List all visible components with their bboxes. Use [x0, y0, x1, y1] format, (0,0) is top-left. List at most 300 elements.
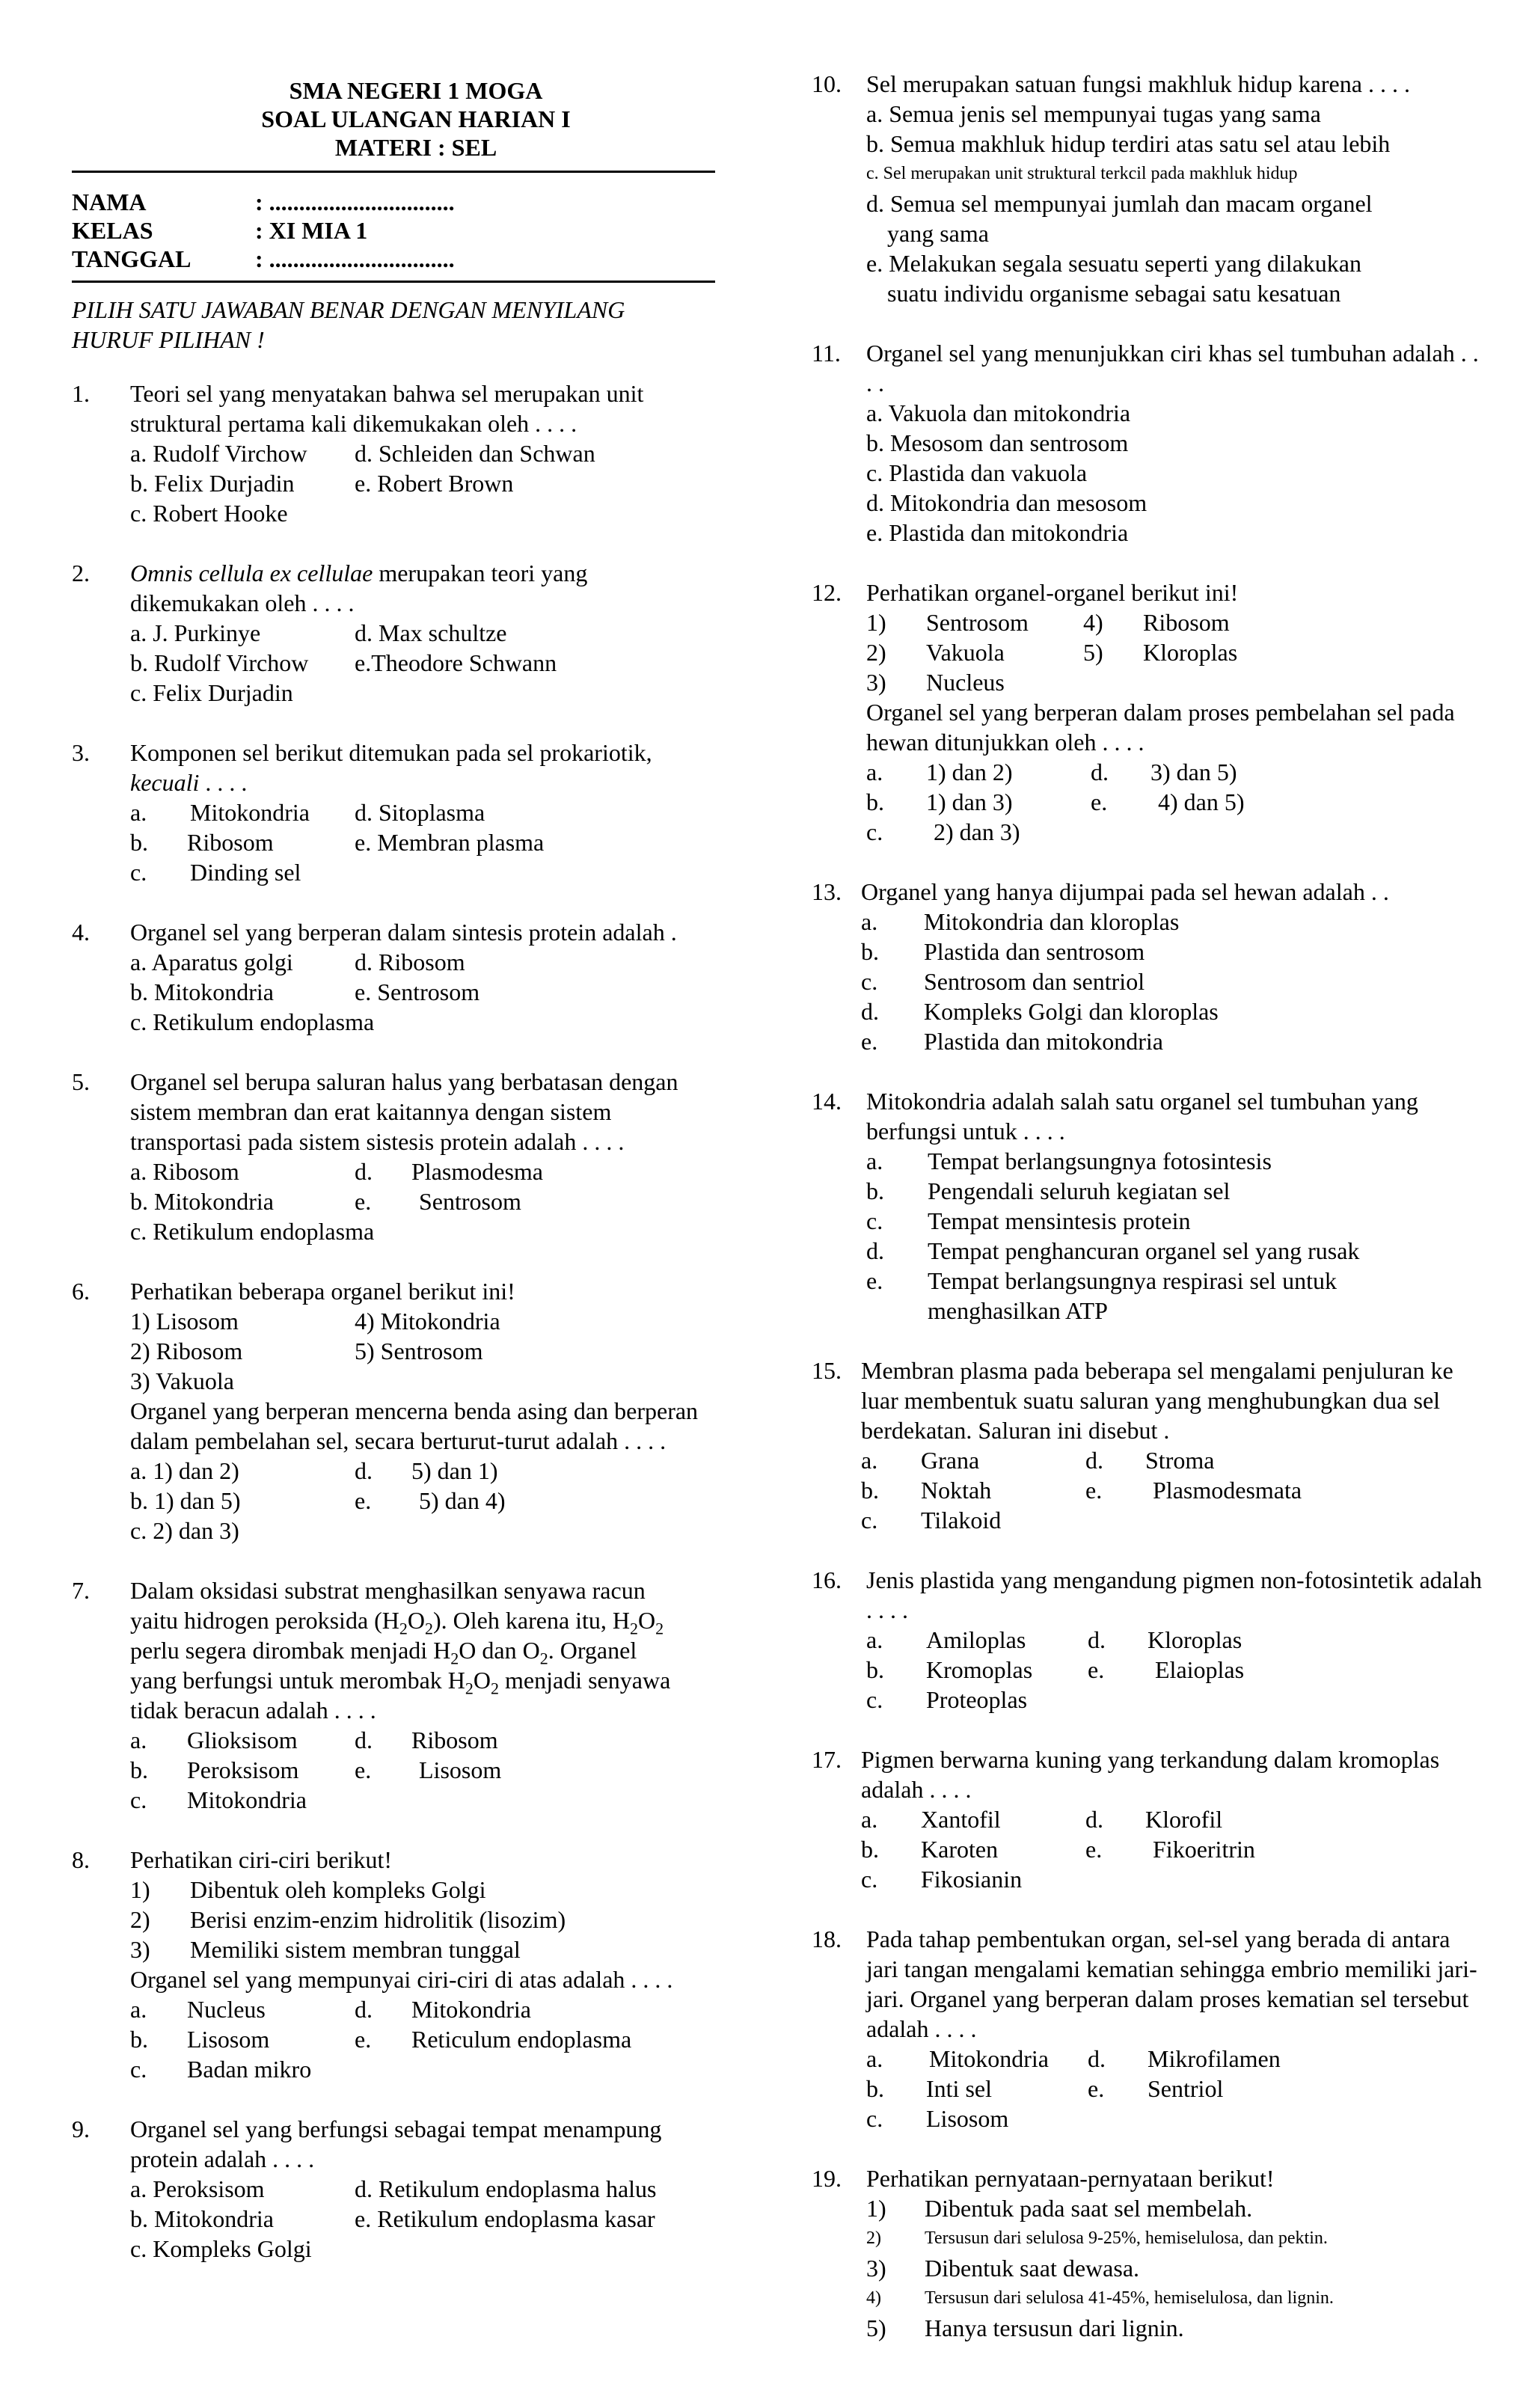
option-letter: d.: [355, 1996, 373, 2023]
option-text: 5) dan 1): [411, 1457, 498, 1484]
option-text: 5) dan 4): [419, 1487, 506, 1514]
statement-number: 1): [130, 1876, 150, 1903]
option-letter: c.: [130, 859, 147, 886]
option-letter: d.: [355, 1727, 373, 1753]
identity-label: KELAS: [72, 217, 153, 244]
option-letter: d.: [1088, 1626, 1106, 1653]
option-text: Amiloplas: [926, 1626, 1026, 1653]
option-text: Lisosom: [187, 2026, 270, 2053]
document-header: [72, 76, 715, 162]
option-letter: a.: [130, 1727, 147, 1753]
options: [130, 797, 715, 887]
option-a[interactable]: Mitokondria dan kloroplas: [924, 908, 1180, 935]
options: [130, 1994, 715, 2084]
statement-number: 2): [866, 2228, 881, 2248]
option-b[interactable]: b. Mitokondria: [130, 2205, 274, 2232]
option-d[interactable]: [355, 1456, 715, 1486]
question-number: 8.: [72, 1846, 90, 1873]
question-number: 17.: [812, 1746, 842, 1773]
option-text: Grana: [921, 1447, 980, 1474]
option-text: Noktah: [921, 1477, 992, 1504]
option-letter: a.: [861, 908, 878, 935]
option-b[interactable]: [130, 2024, 355, 2054]
option-letter: e.: [1088, 1656, 1105, 1683]
option-b[interactable]: [866, 2074, 1088, 2104]
options: [130, 438, 715, 528]
option-d[interactable]: d. Semua sel mempunyai jumlah dan macam organel: [866, 190, 1373, 217]
option-c[interactable]: c. Felix Durjadin: [130, 679, 293, 706]
statement-item: Vakuola: [926, 639, 1005, 666]
question-3: [72, 738, 715, 887]
option-b[interactable]: b. Mesosom dan sentrosom: [866, 429, 1129, 456]
question-text: Pigmen berwarna kuning yang terkandung dalam kromoplas adalah . . . .: [861, 1746, 1440, 1803]
question-text-2: Organel yang berperan mencerna benda asing dan berperan dalam pembelahan sel, secara berturut-turut adalah . . . .: [130, 1397, 699, 1454]
question-text: Pada tahap pembentukan organ, sel-sel yang berada di antara jari tangan mengalami kematian sehingga embrio memiliki jari-jari. Organel yang berperan dalam proses kematian sel tersebut adalah . . . .: [866, 1926, 1477, 2042]
question-4: [72, 917, 715, 1037]
option-d[interactable]: d. Retikulum endoplasma halus: [355, 2175, 657, 2202]
option-text: Kloroplas: [1148, 1626, 1243, 1653]
option-letter: a.: [130, 799, 147, 826]
question-text: Jenis plastida yang mengandung pigmen non-fotosintetik adalah . . . .: [866, 1566, 1482, 1623]
option-c[interactable]: [130, 857, 355, 887]
option-letter: e.: [866, 1267, 883, 1294]
option-c[interactable]: c. Robert Hooke: [130, 500, 288, 527]
question-8: [72, 1845, 715, 2084]
option-letter: c.: [861, 1507, 878, 1534]
question-number: 15.: [812, 1357, 842, 1384]
question-text-line: [130, 768, 715, 797]
option-b[interactable]: b. Semua makhluk hidup terdiri atas satu sel atau lebih: [866, 130, 1391, 157]
statement-number: 5): [866, 2314, 886, 2341]
option-a[interactable]: a. Peroksisom: [130, 2175, 265, 2202]
question-number: 3.: [72, 739, 90, 766]
option-letter: c.: [866, 1686, 883, 1713]
options: [866, 1625, 1485, 1715]
option-text: Tilakoid: [921, 1507, 1002, 1534]
option-letter: c.: [866, 818, 883, 845]
question-15: [812, 1355, 1485, 1535]
option-text: Lisosom: [926, 2105, 1009, 2132]
option-b[interactable]: b. 1) dan 5): [130, 1487, 241, 1514]
option-a[interactable]: a. J. Purkinye: [130, 619, 261, 646]
option-b[interactable]: Plastida dan sentrosom: [924, 938, 1145, 965]
question-text-italic: kecuali: [130, 769, 200, 796]
question-text: Dalam oksidasi substrat menghasilkan senyawa racun: [130, 1577, 646, 1604]
option-e[interactable]: e. Retikulum endoplasma kasar: [355, 2205, 655, 2232]
right-column: [812, 0, 1485, 2343]
option-text: Mitokondria: [411, 1996, 531, 2023]
option-text: Lisosom: [419, 1756, 502, 1783]
option-d[interactable]: [355, 1994, 715, 2024]
option-a[interactable]: [130, 797, 355, 827]
option-c[interactable]: c. 2) dan 3): [130, 1517, 239, 1544]
statement-item: Kloroplas: [1143, 639, 1238, 666]
question-text-line: tidak beracun adalah . . . .: [130, 1697, 376, 1724]
question-text: Sel merupakan satuan fungsi makhluk hidup karena . . . .: [866, 70, 1410, 97]
option-c[interactable]: Tempat mensintesis protein: [928, 1207, 1191, 1234]
statement-number: 2): [866, 639, 886, 666]
option-text: 1) dan 3): [926, 788, 1013, 815]
option-letter: d.: [1088, 2045, 1106, 2072]
option-b[interactable]: b. Mitokondria: [130, 1188, 274, 1215]
option-a[interactable]: [866, 2044, 1088, 2074]
option-letter: c.: [866, 1207, 883, 1234]
option-letter: d.: [866, 1237, 884, 1264]
question-text: Komponen sel berikut ditemukan pada sel prokariotik,: [130, 739, 652, 766]
option-e[interactable]: [355, 1186, 715, 1216]
option-c[interactable]: Sentrosom dan sentriol: [924, 968, 1145, 995]
question-text: Organel sel yang menunjukkan ciri khas sel tumbuhan adalah . . . .: [866, 340, 1479, 396]
options: [861, 907, 1485, 1056]
question-number: 6.: [72, 1278, 90, 1305]
option-c[interactable]: [130, 2054, 355, 2084]
option-a[interactable]: [861, 1804, 1085, 1834]
options: [866, 2044, 1485, 2133]
option-letter: a.: [866, 1148, 883, 1174]
option-b[interactable]: Pengendali seluruh kegiatan sel: [928, 1177, 1231, 1204]
identity-block: [72, 188, 715, 273]
statement-item: 5) Sentrosom: [355, 1338, 483, 1364]
question-2: [72, 558, 715, 708]
question-text-2: Organel sel yang mempunyai ciri-ciri di atas adalah . . . .: [130, 1966, 673, 1993]
statement-item: 2) Ribosom: [130, 1338, 243, 1364]
option-text: Karoten: [921, 1836, 999, 1863]
question-text: [130, 558, 715, 618]
option-text: 3) dan 5): [1150, 759, 1237, 785]
question-text-italic: Omnis cellula ex cellulae: [130, 560, 373, 586]
statement-list: [130, 1306, 715, 1396]
option-text: Kromoplas: [926, 1656, 1033, 1683]
option-e[interactable]: [1091, 787, 1485, 817]
option-d[interactable]: [355, 1156, 715, 1186]
option-letter: b.: [861, 1836, 879, 1863]
option-c[interactable]: c. Kompleks Golgi: [130, 2235, 312, 2262]
option-e[interactable]: e. Sentrosom: [355, 978, 480, 1005]
option-text: Peroksisom: [187, 1756, 299, 1783]
options: [130, 618, 715, 708]
options: [130, 1725, 715, 1815]
option-letter: c.: [861, 1866, 878, 1893]
question-7: [72, 1575, 715, 1815]
option-d[interactable]: [1091, 757, 1485, 787]
question-number: 5.: [72, 1068, 90, 1095]
option-e[interactable]: e. Plastida dan mitokondria: [866, 519, 1129, 546]
question-text: Membran plasma pada beberapa sel mengalami penjuluran ke luar membentuk suatu saluran yang menghubungkan dua sel berdekatan. Saluran ini disebut .: [861, 1357, 1453, 1444]
option-e-continued: suatu individu organisme sebagai satu kesatuan: [887, 280, 1341, 307]
question-18: [812, 1924, 1485, 2133]
option-letter: e.: [1085, 1477, 1103, 1504]
option-b[interactable]: [861, 1834, 1085, 1864]
options: [130, 947, 715, 1037]
option-letter: b.: [861, 1477, 879, 1504]
option-d[interactable]: [1088, 1625, 1485, 1655]
option-e[interactable]: e.Theodore Schwann: [355, 649, 557, 676]
option-text: Sentrosom: [419, 1188, 521, 1215]
statement-number: 1): [866, 609, 886, 636]
school-name: SMA NEGERI 1 MOGA: [289, 77, 543, 104]
question-number: 10.: [812, 70, 842, 97]
option-letter: e.: [355, 1756, 372, 1783]
option-e[interactable]: [355, 1486, 715, 1516]
options: [866, 1146, 1485, 1326]
option-b[interactable]: b. Felix Durjadin: [130, 470, 295, 497]
option-a[interactable]: a. 1) dan 2): [130, 1457, 239, 1484]
statement-number: 3): [866, 669, 886, 696]
statement-number: 2): [130, 1906, 150, 1933]
question-number: 13.: [812, 878, 842, 905]
option-a[interactable]: Tempat berlangsungnya fotosintesis: [928, 1148, 1272, 1174]
option-c[interactable]: c. Plastida dan vakuola: [866, 459, 1088, 486]
option-c[interactable]: [866, 817, 1091, 847]
question-text-2: Organel sel yang berperan dalam proses pembelahan sel pada hewan ditunjukkan oleh . . . .: [866, 699, 1455, 756]
question-text: Teori sel yang menyatakan bahwa sel merupakan unit struktural pertama kali dikemukakan oleh . . . .: [130, 380, 644, 437]
option-c[interactable]: c. Retikulum endoplasma: [130, 1008, 375, 1035]
option-a[interactable]: [866, 1625, 1088, 1655]
left-column: [72, 0, 715, 2264]
option-letter: d.: [1091, 759, 1109, 785]
option-d[interactable]: d. Mitokondria dan mesosom: [866, 489, 1148, 516]
option-d[interactable]: [355, 1725, 715, 1755]
option-letter: e.: [355, 2026, 372, 2053]
option-a[interactable]: [130, 1725, 355, 1755]
option-letter: a.: [866, 759, 883, 785]
option-a[interactable]: [866, 757, 1091, 787]
statement-item: Ribosom: [1143, 609, 1230, 636]
option-text: Plasmodesma: [411, 1158, 543, 1185]
option-a[interactable]: a. Aparatus golgi: [130, 949, 293, 975]
option-d[interactable]: d. Sitoplasma: [355, 799, 485, 826]
options: [861, 1804, 1485, 1894]
header-divider: [72, 171, 715, 173]
option-text: Inti sel: [926, 2075, 992, 2102]
identity-label: TANGGAL: [72, 245, 192, 272]
statement-item: Hanya tersusun dari lignin.: [925, 2314, 1184, 2341]
question-9: [72, 2114, 715, 2264]
option-letter: e.: [355, 1188, 372, 1215]
statement-number: 4): [866, 2288, 881, 2308]
option-text: Plasmodesmata: [1153, 1477, 1302, 1504]
option-a[interactable]: a. Semua jenis sel mempunyai tugas yang sama: [866, 100, 1321, 127]
option-d[interactable]: Kompleks Golgi dan kloroplas: [924, 998, 1219, 1025]
option-e[interactable]: Tempat berlangsungnya respirasi sel untuk: [928, 1267, 1337, 1294]
option-c[interactable]: c. Retikulum endoplasma: [130, 1218, 375, 1245]
option-b[interactable]: [861, 1475, 1085, 1505]
option-b[interactable]: [866, 787, 1091, 817]
option-b[interactable]: b. Rudolf Virchow: [130, 649, 309, 676]
option-c[interactable]: [130, 1785, 355, 1815]
question-number: 16.: [812, 1566, 842, 1593]
question-number: 4.: [72, 919, 90, 946]
option-d[interactable]: [1085, 1445, 1485, 1475]
option-a[interactable]: [861, 1445, 1085, 1475]
question-number: 9.: [72, 2116, 90, 2142]
option-e[interactable]: [1085, 1834, 1485, 1864]
option-d[interactable]: d. Ribosom: [355, 949, 465, 975]
option-e[interactable]: Plastida dan mitokondria: [924, 1028, 1163, 1055]
statement-number: 3): [866, 2255, 886, 2282]
option-d[interactable]: Tempat penghancuran organel sel yang rusak: [928, 1237, 1360, 1264]
option-letter: d.: [861, 998, 879, 1025]
statement-item: 4) Mitokondria: [355, 1308, 500, 1335]
option-e[interactable]: e. Membran plasma: [355, 829, 545, 856]
option-a[interactable]: a. Rudolf Virchow: [130, 440, 307, 467]
question-number: 11.: [812, 340, 841, 367]
option-text: Mikrofilamen: [1148, 2045, 1281, 2072]
option-letter: a.: [866, 1626, 883, 1653]
option-d[interactable]: [1088, 2044, 1485, 2074]
statement-item: Tersusun dari selulosa 41-45%, hemiselulosa, dan lignin.: [925, 2288, 1334, 2308]
options: [866, 757, 1485, 847]
identity-value: : XI MIA 1: [255, 217, 368, 244]
option-text: Mitokondria: [929, 2045, 1049, 2072]
question-text-rest: . . . .: [199, 769, 248, 796]
option-letter: b.: [130, 829, 148, 856]
option-text: Nucleus: [187, 1996, 266, 2023]
statement-item: Memiliki sistem membran tunggal: [190, 1936, 521, 1963]
material-title: MATERI : SEL: [334, 134, 497, 161]
option-a[interactable]: [130, 1994, 355, 2024]
question-text: Organel sel yang berfungsi sebagai tempat menampung protein adalah . . . .: [130, 2116, 662, 2172]
option-letter: d.: [1085, 1447, 1103, 1474]
option-letter: b.: [861, 938, 879, 965]
question-10: [812, 69, 1485, 308]
identity-divider: [72, 281, 715, 283]
option-d[interactable]: d. Schleiden dan Schwan: [355, 440, 595, 467]
option-text: Ribosom: [187, 829, 274, 856]
option-e[interactable]: [1088, 1655, 1485, 1685]
option-e[interactable]: [1085, 1475, 1485, 1505]
option-letter: c.: [130, 1786, 147, 1813]
question-number: 2.: [72, 560, 90, 586]
options: [130, 1156, 715, 1246]
question-number: 18.: [812, 1926, 842, 1952]
statement-number: 1): [866, 2195, 886, 2222]
identity-value: : ...............................: [255, 189, 455, 215]
option-text: 1) dan 2): [926, 759, 1013, 785]
instruction-line: PILIH SATU JAWABAN BENAR DENGAN MENYILANG: [72, 296, 625, 323]
option-d-continued: yang sama: [887, 220, 989, 247]
option-text: Stroma: [1145, 1447, 1215, 1474]
statement-item: Tersusun dari selulosa 9-25%, hemiselulosa, dan pektin.: [925, 2228, 1328, 2248]
option-text: Klorofil: [1145, 1806, 1223, 1833]
question-text: Organel sel berupa saluran halus yang berbatasan dengan sistem membran dan erat kaitannya dengan sistem transportasi pada sistem sistesis protein adalah . . . .: [130, 1068, 678, 1155]
option-text: Mitokondria: [190, 799, 310, 826]
question-text-line: perlu segera dirombak menjadi $H_2O$ dan $O_2$. Organel: [130, 1637, 637, 1668]
question-19: [812, 2163, 1485, 2343]
option-text: Mitokondria: [187, 1786, 307, 1813]
option-letter: d.: [355, 1158, 373, 1185]
statement-item: Sentrosom: [926, 609, 1029, 636]
option-letter: b.: [130, 1756, 148, 1783]
statement-item: Berisi enzim-enzim hidrolitik (lisozim): [190, 1906, 566, 1933]
instruction: [72, 295, 715, 355]
question-16: [812, 1565, 1485, 1715]
question-11: [812, 338, 1485, 548]
option-b[interactable]: [130, 1755, 355, 1785]
question-12: [812, 578, 1485, 847]
option-letter: a.: [861, 1806, 878, 1833]
option-c[interactable]: [866, 1685, 1088, 1715]
option-a[interactable]: a. Ribosom: [130, 1158, 239, 1185]
option-e[interactable]: e. Robert Brown: [355, 470, 514, 497]
option-letter: b.: [866, 1656, 884, 1683]
option-letter: a.: [866, 2045, 883, 2072]
option-c[interactable]: [861, 1505, 1085, 1535]
option-c[interactable]: [861, 1864, 1085, 1894]
option-letter: d.: [1085, 1806, 1103, 1833]
option-text: Xantofil: [921, 1806, 1001, 1833]
option-letter: b.: [130, 2026, 148, 2053]
option-e[interactable]: [355, 2024, 715, 2054]
question-text: Perhatikan beberapa organel berikut ini!: [130, 1278, 515, 1305]
statement-number: 4): [1083, 609, 1103, 636]
option-letter: e.: [861, 1028, 878, 1055]
option-text: Reticulum endoplasma: [411, 2026, 632, 2053]
option-text: 4) dan 5): [1158, 788, 1245, 815]
option-e[interactable]: [355, 1755, 715, 1785]
question-number: 14.: [812, 1088, 842, 1115]
option-c[interactable]: c. Sel merupakan unit struktural terkcil pada makhluk hidup: [866, 164, 1298, 183]
option-b[interactable]: [866, 1655, 1088, 1685]
option-e[interactable]: e. Melakukan segala sesuatu seperti yang dilakukan: [866, 250, 1361, 277]
question-text: Perhatikan pernyataan-pernyataan berikut!: [866, 2165, 1275, 2192]
statement-item: Dibentuk saat dewasa.: [925, 2255, 1140, 2282]
question-5: [72, 1067, 715, 1246]
question-number: 1.: [72, 380, 90, 407]
statement-number: 5): [1083, 639, 1103, 666]
option-d[interactable]: d. Max schultze: [355, 619, 507, 646]
question-text: Mitokondria adalah salah satu organel sel tumbuhan yang berfungsi untuk . . . .: [866, 1088, 1418, 1145]
option-text: Fikosianin: [921, 1866, 1023, 1893]
statement-item: Dibentuk pada saat sel membelah.: [925, 2195, 1253, 2222]
option-b[interactable]: b. Mitokondria: [130, 978, 274, 1005]
question-text: Perhatikan organel-organel berikut ini!: [866, 579, 1239, 606]
question-17: [812, 1744, 1485, 1894]
statement-item: Dibentuk oleh kompleks Golgi: [190, 1876, 486, 1903]
options: [130, 1456, 715, 1545]
question-text-rest: merupakan teori yang dikemukakan oleh . . . .: [130, 560, 588, 616]
option-letter: b.: [866, 1177, 884, 1204]
question-text-line: yang berfungsi untuk merombak $H_2O_2$ menjadi senyawa: [130, 1667, 671, 1698]
statement-list: [866, 607, 1485, 697]
option-e-continued: menghasilkan ATP: [928, 1297, 1108, 1324]
option-letter: e.: [355, 1487, 372, 1514]
option-a[interactable]: a. Vakuola dan mitokondria: [866, 399, 1131, 426]
option-b[interactable]: [130, 827, 355, 857]
question-1: [72, 379, 715, 528]
option-text: Sentriol: [1148, 2075, 1224, 2102]
option-c[interactable]: [866, 2104, 1088, 2133]
question-13: [812, 877, 1485, 1056]
option-text: Proteoplas: [926, 1686, 1028, 1713]
question-14: [812, 1086, 1485, 1326]
exam-title: SOAL ULANGAN HARIAN I: [261, 105, 571, 132]
option-text: Glioksisom: [187, 1727, 298, 1753]
question-text-line: yaitu hidrogen peroksida $(H_2O_2)$. Oleh karena itu, $H_2O_2$: [130, 1607, 664, 1638]
option-letter: c.: [866, 2105, 883, 2132]
option-text: 2) dan 3): [934, 818, 1020, 845]
statement-list: [130, 1875, 715, 1964]
question-number: 7.: [72, 1577, 90, 1604]
statement-list: [866, 2193, 1485, 2343]
option-d[interactable]: [1085, 1804, 1485, 1834]
question-text: Perhatikan ciri-ciri berikut!: [130, 1846, 393, 1873]
option-letter: a.: [861, 1447, 878, 1474]
option-e[interactable]: [1088, 2074, 1485, 2104]
options: [130, 2174, 715, 2264]
option-letter: b.: [866, 788, 884, 815]
option-text: Dinding sel: [190, 859, 301, 886]
